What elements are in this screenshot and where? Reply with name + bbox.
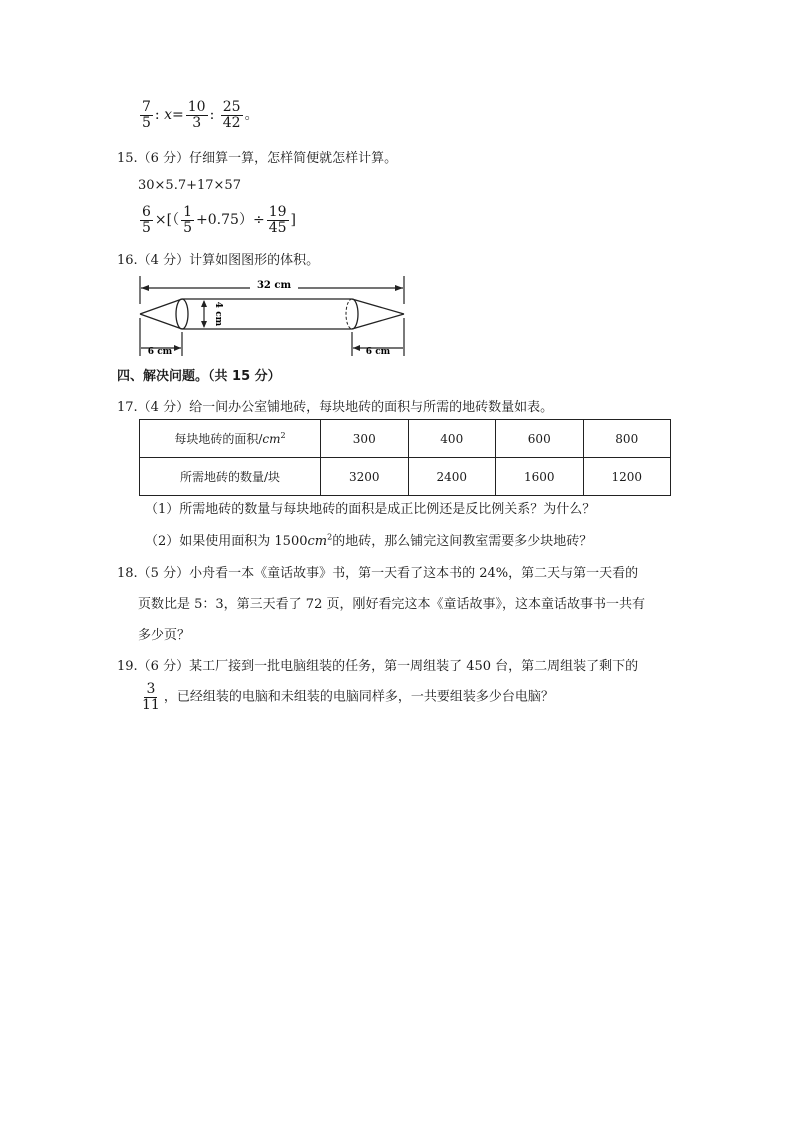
numerator: 7 bbox=[142, 99, 151, 115]
table-cell: 600 bbox=[496, 420, 584, 458]
table-row bbox=[140, 458, 671, 496]
ratio-equation bbox=[138, 100, 259, 130]
period: 。 bbox=[244, 107, 259, 124]
section-4-heading: 四、解决问题。（共 15 分） bbox=[117, 369, 281, 384]
ratio-colon: : bbox=[154, 107, 160, 124]
unit-exponent: 2 bbox=[280, 431, 286, 440]
denominator: 5 bbox=[142, 219, 151, 236]
question-15-expression-2 bbox=[138, 205, 296, 235]
variable: x bbox=[164, 107, 172, 124]
question-15-title: 15.（6 分）仔细算一算，怎样简便就怎样计算。 bbox=[117, 151, 398, 166]
question-18-line-1: 18.（5 分）小舟看一本《童话故事》书，第一天看了这本书的 24%，第二天与第一天看的 bbox=[117, 566, 639, 581]
question-17-title: 17.（4 分）给一间办公室铺地砖，每块地砖的面积与所需的地砖数量如表。 bbox=[117, 400, 554, 415]
right-cone-length-label: 6 cm bbox=[365, 347, 391, 357]
numerator: 10 bbox=[187, 99, 206, 115]
denominator: 3 bbox=[192, 114, 202, 131]
table-cell: 800 bbox=[583, 420, 671, 458]
table-row bbox=[140, 420, 671, 458]
table-row-header: 所需地砖的数量/块 bbox=[140, 458, 321, 496]
question-17-sub-2 bbox=[145, 530, 592, 549]
question-18-line-3: 多少页？ bbox=[138, 628, 191, 643]
operator-text: +0.75）÷ bbox=[196, 212, 265, 229]
question-15-expression-1: 30×5.7+17×57 bbox=[138, 178, 241, 193]
denominator: 5 bbox=[142, 114, 151, 131]
fraction bbox=[140, 205, 153, 235]
fraction bbox=[186, 100, 208, 130]
table-cell: 400 bbox=[408, 420, 496, 458]
question-18-line-2: 页数比是 5：3，第三天看了 72 页，刚好看完这本《童话故事》，这本童话故事书一共有 bbox=[138, 597, 645, 612]
question-16-title: 16.（4 分）计算如图图形的体积。 bbox=[117, 253, 320, 268]
ratio-colon: : bbox=[209, 107, 215, 124]
table-cell: 2400 bbox=[408, 458, 496, 496]
unit: cm bbox=[262, 432, 281, 446]
table-cell: 1200 bbox=[583, 458, 671, 496]
numerator: 6 bbox=[142, 204, 151, 220]
left-cone-length-label: 6 cm bbox=[147, 347, 173, 357]
unit: cm bbox=[307, 534, 328, 549]
fraction bbox=[140, 100, 153, 130]
numerator: 1 bbox=[183, 204, 193, 220]
question-19-line-2 bbox=[138, 682, 554, 712]
denominator: 42 bbox=[222, 114, 241, 131]
denominator: 5 bbox=[183, 219, 193, 236]
numerator: 25 bbox=[222, 99, 241, 115]
text: （2）如果使用面积为 1500 bbox=[145, 534, 308, 549]
question-17-sub-1: （1）所需地砖的数量与每块地砖的面积是成正比例还是反比例关系？为什么？ bbox=[145, 502, 596, 517]
text: ，已经组装的电脑和未组装的电脑同样多，一共要组装多少台电脑？ bbox=[163, 689, 554, 705]
fraction bbox=[221, 100, 243, 130]
tile-table bbox=[139, 419, 671, 496]
fraction bbox=[140, 682, 162, 712]
denominator: 45 bbox=[268, 219, 287, 236]
pencil-solid-figure bbox=[138, 274, 408, 360]
equals-sign: = bbox=[172, 107, 184, 124]
operator-text: ×[（ bbox=[154, 212, 180, 229]
table-cell: 1600 bbox=[496, 458, 584, 496]
table-cell: 3200 bbox=[321, 458, 409, 496]
unit-exponent: 2 bbox=[327, 532, 333, 542]
numerator: 3 bbox=[146, 681, 156, 697]
question-19-line-1: 19.（6 分）某工厂接到一批电脑组装的任务，第一周组装了 450 台，第二周组装了剩下的 bbox=[117, 659, 639, 674]
text: 的地砖，那么铺完这间教室需要多少块地砖？ bbox=[332, 534, 593, 549]
numerator: 19 bbox=[268, 204, 287, 220]
fraction bbox=[181, 205, 194, 235]
denominator: 11 bbox=[142, 696, 160, 713]
total-length-label: 32 cm bbox=[256, 280, 292, 291]
bracket-close: ] bbox=[290, 212, 296, 229]
fraction bbox=[267, 205, 289, 235]
table-cell: 300 bbox=[321, 420, 409, 458]
header-text: 每块地砖的面积/ bbox=[174, 432, 263, 446]
table-row-header bbox=[140, 420, 321, 458]
diameter-label: 4 cm bbox=[213, 301, 223, 327]
